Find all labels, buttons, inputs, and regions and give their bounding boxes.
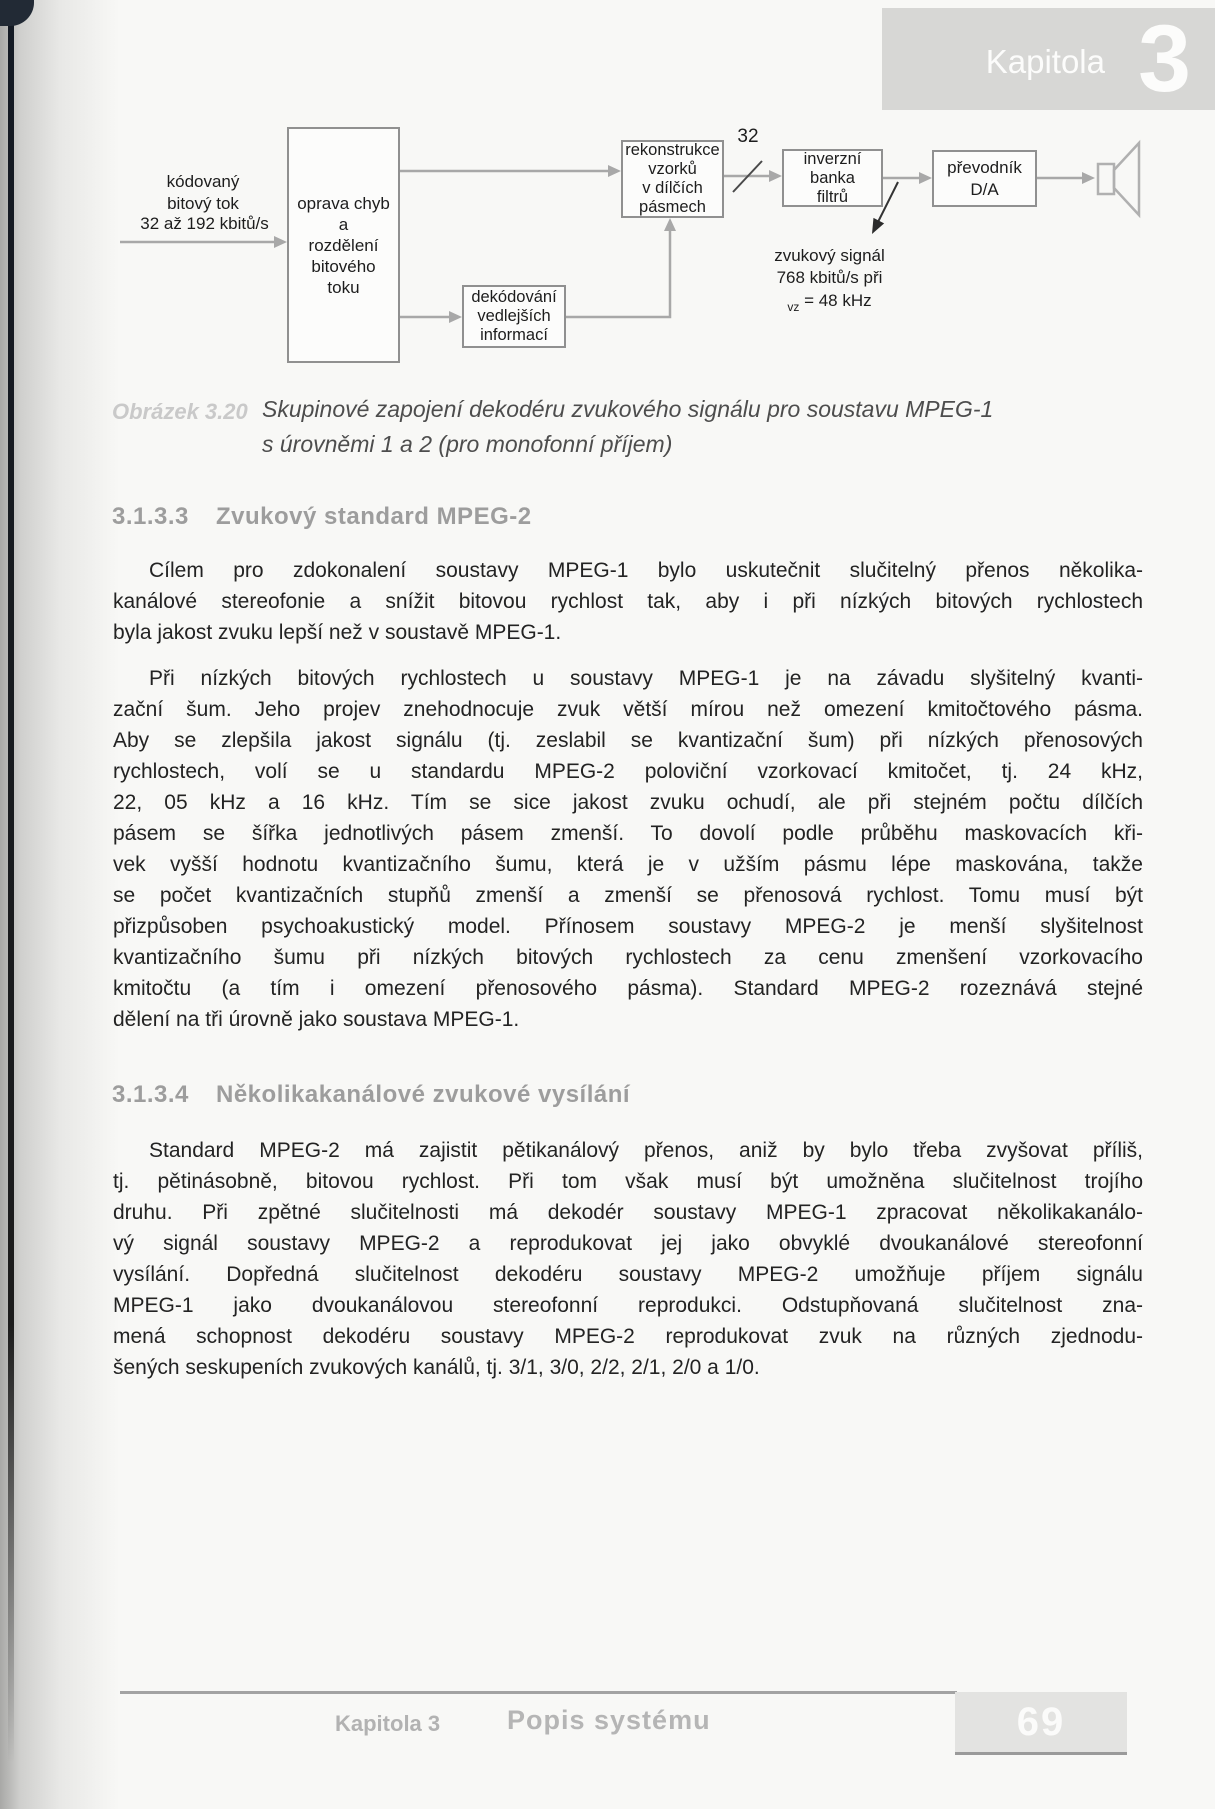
page-number: 69 [1016, 1699, 1066, 1744]
body-text-line: 22, 05 kHz a 16 kHz. Tím se sice jakost zvuku ochudí, ale při stejném počtu dílčích [113, 791, 1143, 814]
paragraph [113, 555, 1143, 648]
input-stream-label [148, 171, 258, 215]
input-label-line: bitový tok [167, 194, 239, 213]
box-text-line: informací [480, 326, 548, 344]
body-text-line: mená schopnost dekodéru soustavy MPEG-2 reprodukovat zvuk na různých zjednodu- [113, 1325, 1143, 1348]
box-text-line: filtrů [816, 187, 849, 206]
connector-to-dac [883, 172, 932, 184]
body-text-line: zační šum. Jeho projev znehodnocuje zvuk větší mírou než omezení kmitočtového pásma. [113, 698, 1143, 721]
diagram-box-dac [932, 150, 1037, 207]
box-text-line: inverzní [803, 149, 862, 168]
body-text-line: tj. pětinásobně, bitovou rychlost. Při tom však musí být umožněna slučitelnost trojího [113, 1170, 1143, 1193]
diagram-box-side-info [462, 285, 566, 348]
body-text-line: šených seskupeních zvukových kanálů, tj. 3/1, 3/0, 2/2, 2/1, 2/0 a 1/0. [113, 1356, 760, 1379]
body-text-line: kanálové stereofonie a snížit bitovou rychlost tak, aby i při nízkých bitových rychlostech [113, 590, 1143, 613]
body-text-line: vý signál soustavy MPEG-2 a reprodukovat jej jako obvyklé dvoukanálové stereofonní [113, 1232, 1143, 1255]
body-text-line: Standard MPEG-2 má zajistit pětikanálový přenos, aniž by bylo třeba zvyšovat příliš, [149, 1139, 1143, 1162]
section-number: 3.1.3.4 [112, 1081, 189, 1108]
speaker-icon [1098, 143, 1139, 215]
body-text-line: pásem se šířka jednotlivých pásem zmenší. To dovolí podle průběhu maskovacích kři- [113, 822, 1143, 845]
input-bitrate-label: 32 až 192 kbitů/s [140, 214, 269, 233]
frequency-symbol-subscript: vz [787, 300, 800, 314]
box-text-line: převodník [947, 157, 1022, 177]
box-text-line: dekódování [471, 288, 557, 306]
connector-top [400, 165, 621, 177]
paragraph [113, 1135, 1143, 1383]
connector-to-side-info [400, 311, 462, 323]
body-text-line: vysílání. Dopředná slučitelnost dekodéru soustavy MPEG-2 umožňuje příjem signálu [113, 1263, 1143, 1286]
box-text-line: v dílčích [642, 179, 703, 197]
output-signal-label [742, 245, 917, 319]
diagram-box-inverse-filterbank [782, 149, 883, 207]
body-text-line: druhu. Při zpětné slučitelnosti má dekodér soustavy MPEG-1 zpracovat několikakanálo- [113, 1201, 1143, 1224]
box-text-line: rekonstrukce [625, 141, 720, 159]
body-text-line: Aby se zlepšila jakost signálu (tj. zeslabil se kvantizační šum) při nízkých přenosových [113, 729, 1143, 752]
section-title: Zvukový standard MPEG-2 [216, 503, 532, 530]
section-heading-3134 [112, 1081, 630, 1109]
box-text-line: oprava chyb [297, 193, 390, 213]
body-text-line: Cílem pro zdokonalení soustavy MPEG-1 bylo uskutečnit slučitelný přenos několika- [149, 559, 1143, 582]
box-text-line: D/A [970, 179, 999, 199]
body-text-line: MPEG-1 jako dvoukanálovou stereofonní reprodukci. Odstupňovaná slučitelnost zna- [113, 1294, 1143, 1317]
bus-width-label: 32 [737, 126, 759, 147]
body-text-line: kvantizačního šumu při nízkých bitových rychlostech za cenu zmenšení vzorkovacího [113, 946, 1143, 969]
chapter-banner-number: 3 [1138, 6, 1191, 112]
box-text-line: vzorků [648, 160, 697, 178]
body-text-line: přizpůsoben psychoakustický model. Přínosem soustavy MPEG-2 je menší slyšitelnost [113, 915, 1143, 938]
body-text-line: dělení na tři úrovně jako soustava MPEG-1. [113, 1008, 520, 1031]
body-text-line: vek vyšší hodnotu kvantizačního šumu, která je v užším pásmu lépe maskována, takže [113, 853, 1143, 876]
body-text-line: se počet kvantizačních stupňů zmenší a zmenší se přenosová rychlost. Tomu musí být [113, 884, 1143, 907]
input-label-line: kódovaný [166, 172, 240, 191]
connector-bus-32 [724, 161, 782, 192]
box-text-line: vedlejších [477, 307, 551, 325]
diagram-box-reconstruction [621, 140, 724, 218]
box-text-line: banka [810, 168, 855, 187]
page-number-box [955, 1692, 1127, 1755]
box-text-line: bitového [311, 256, 376, 276]
output-label-line: 768 kbitů/s při [776, 267, 883, 287]
connector-input-arrow [120, 236, 287, 248]
frequency-value: = 48 kHz [799, 291, 872, 310]
box-text-line: a [338, 214, 349, 234]
body-text-line: rychlostech, volí se u standardu MPEG-2 poloviční vzorkovací kmitočet, tj. 24 kHz, [113, 760, 1143, 783]
footer-chapter-label: Kapitola 3 [335, 1711, 441, 1736]
footer-rule [120, 1691, 957, 1694]
box-text-line: rozdělení [308, 235, 379, 255]
output-label-line: zvukový signál [774, 246, 885, 265]
body-text-line: byla jakost zvuku lepší než v soustavě MPEG-1. [113, 621, 562, 644]
footer-section-title: Popis systému [507, 1705, 711, 1735]
diagram-box-error-correction [287, 127, 400, 363]
connector-to-speaker [1037, 172, 1095, 184]
section-number: 3.1.3.3 [112, 503, 189, 530]
output-frequency-line [742, 290, 917, 319]
section-title: Několikakanálové zvukové vysílání [216, 1081, 631, 1108]
box-text-line: pásmech [639, 198, 706, 216]
body-text-line: Při nízkých bitových rychlostech u soustavy MPEG-1 je na závadu slyšitelný kvanti- [149, 667, 1143, 690]
box-text-line: toku [327, 277, 360, 297]
paragraph [113, 663, 1143, 1035]
decoder-block-diagram [0, 0, 1215, 400]
connector-side-info-up [566, 218, 676, 317]
body-text-line: kmitočtu (a tím i omezení přenosového pásma). Standard MPEG-2 rozeznává stejné [113, 977, 1143, 1000]
figure-caption-label: Obrázek 3.20 [112, 399, 248, 424]
section-heading-3133 [112, 503, 532, 531]
chapter-banner-label: Kapitola [985, 43, 1105, 80]
figure-caption-text: s úrovněmi 1 a 2 (pro monofonní příjem) [262, 431, 673, 457]
figure-caption-text: Skupinové zapojení dekodéru zvukového signálu pro soustavu MPEG-1 [262, 396, 994, 422]
